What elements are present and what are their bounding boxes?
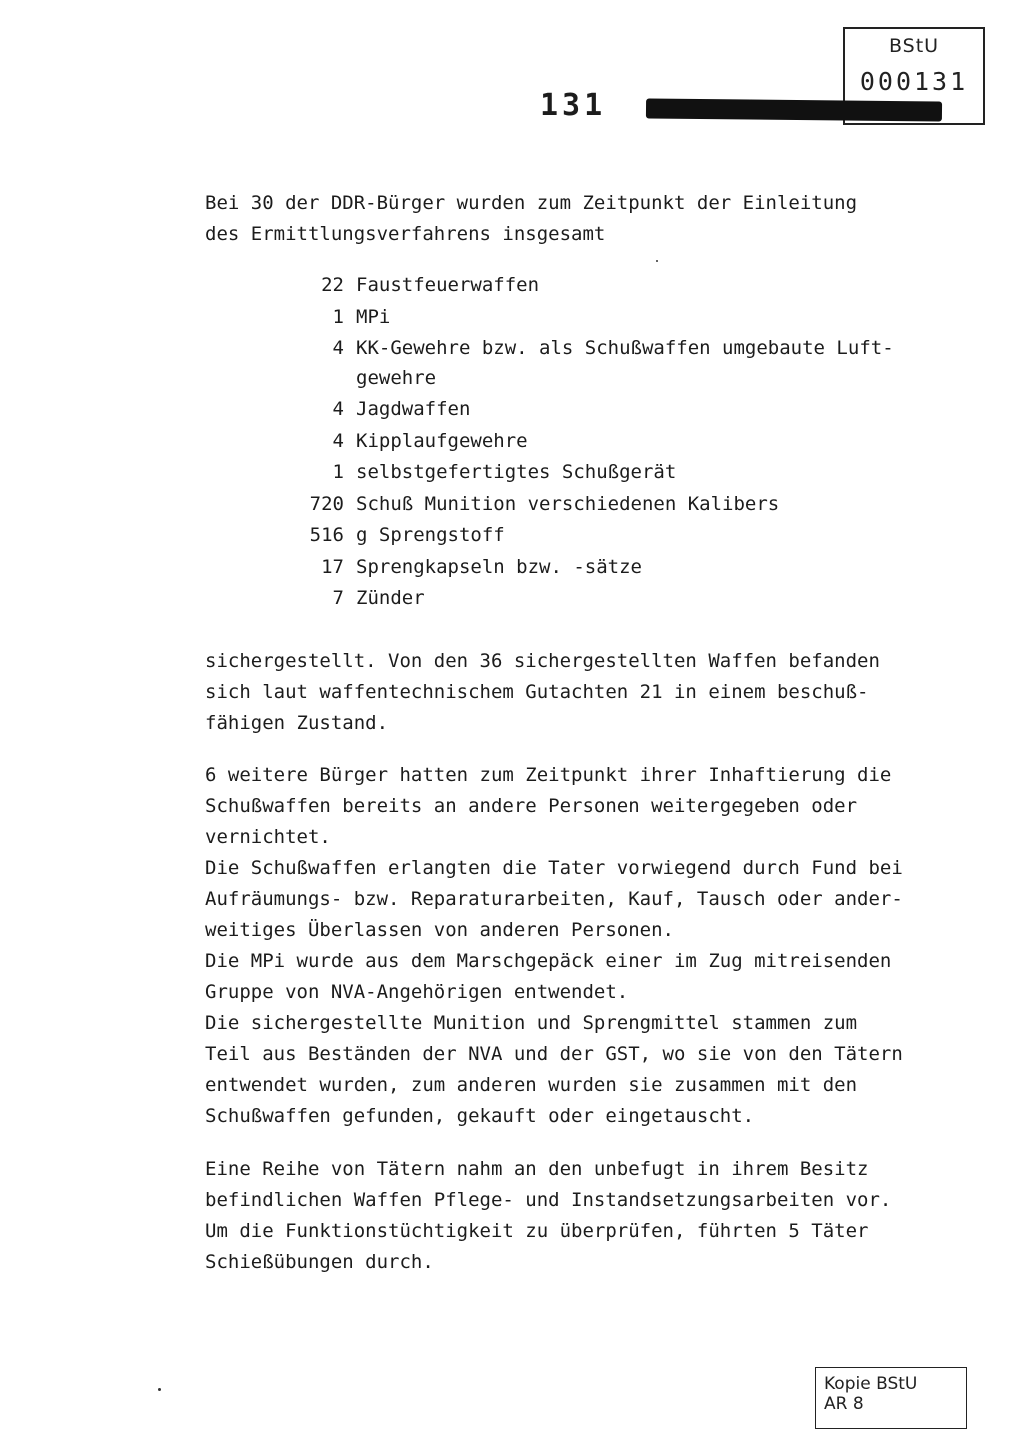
paragraph-maintenance: Eine Reihe von Tätern nahm an den unbefugt in ihrem Besitz befindlichen Waffen Pflege- und Instandsetzungsarbeiten vor. Um die Funktionstüchtigkeit zu überprüfen, führten 5 Täter Schießübungen durch. [205,1158,892,1273]
archive-stamp-number: 000131 [859,67,969,96]
item-description: KK-Gewehre bzw. als Schußwaffen umgebaute Luft- gewehre [356,337,894,389]
paragraph-intro: Bei 30 der DDR-Bürger wurden zum Zeitpunkt der Einleitung des Ermittlungsverfahrens insgesamt [205,192,858,245]
item-quantity: 4 [332,337,344,359]
item-description: Jagdwaffen [356,398,471,420]
item-description: MPi [356,305,391,328]
item-quantity: 4 [332,398,344,420]
scan-speck [158,1388,161,1391]
item-quantity: 7 [332,587,344,609]
item-description: Faustfeuerwaffen [356,274,540,296]
paragraph-acquisition: 6 weitere Bürger hatten zum Zeitpunkt ihrer Inhaftierung die Schußwaffen bereits an andere Personen weitergegeben oder vernichtet. Die Schußwaffen erlangten die Tater vorwiegend durch Fund bei Aufräumungs- bzw. Reparaturarbeiten, Kauf, Tausch oder ander- weitiges Überlassen von anderen Personen. Die MPi wurde aus dem Marschgepäck einer im Zug mitreisenden Gruppe von NVA-Angehörigen entwendet. Die sichergestellte Munition und Sprengmittel stammen zum Teil aus Beständen der NVA und der GST, wo sie von den Tätern entwendet wurden, zum anderen wurden sie zusammen mit den Schußwaffen gefunden, gekauft oder eingetauscht. [205,764,903,1127]
item-quantity: 720 [309,492,344,515]
page-number: 131 [540,88,607,123]
item-quantity: 22 [321,274,344,296]
item-quantity: 17 [321,555,344,578]
copy-stamp-line-2: AR 8 [824,1394,864,1414]
redaction-bar [646,98,942,121]
item-quantity: 516 [309,524,344,546]
item-description: Schuß Munition verschiedenen Kalibers [356,492,780,515]
archive-stamp-label: BStU [888,35,940,57]
paragraph-confiscated: sichergestellt. Von den 36 sichergestellten Waffen befanden sich laut waffentechnischem Gutachten 21 in einem beschuß- fähigen Zustand. [205,650,880,734]
copy-stamp-line-1: Kopie BStU [824,1374,918,1394]
item-quantity: 4 [332,429,344,452]
item-quantity: 1 [332,305,344,328]
copy-stamp [815,1367,967,1429]
item-description: Sprengkapseln bzw. -sätze [356,555,642,578]
item-description: Zünder [356,587,425,609]
item-description: selbstgefertigtes Schußgerät [356,461,677,483]
item-quantity: 1 [332,461,344,483]
scan-speck [656,260,658,262]
item-description: Kipplaufgewehre [356,429,528,452]
item-description: g Sprengstoff [356,524,505,546]
